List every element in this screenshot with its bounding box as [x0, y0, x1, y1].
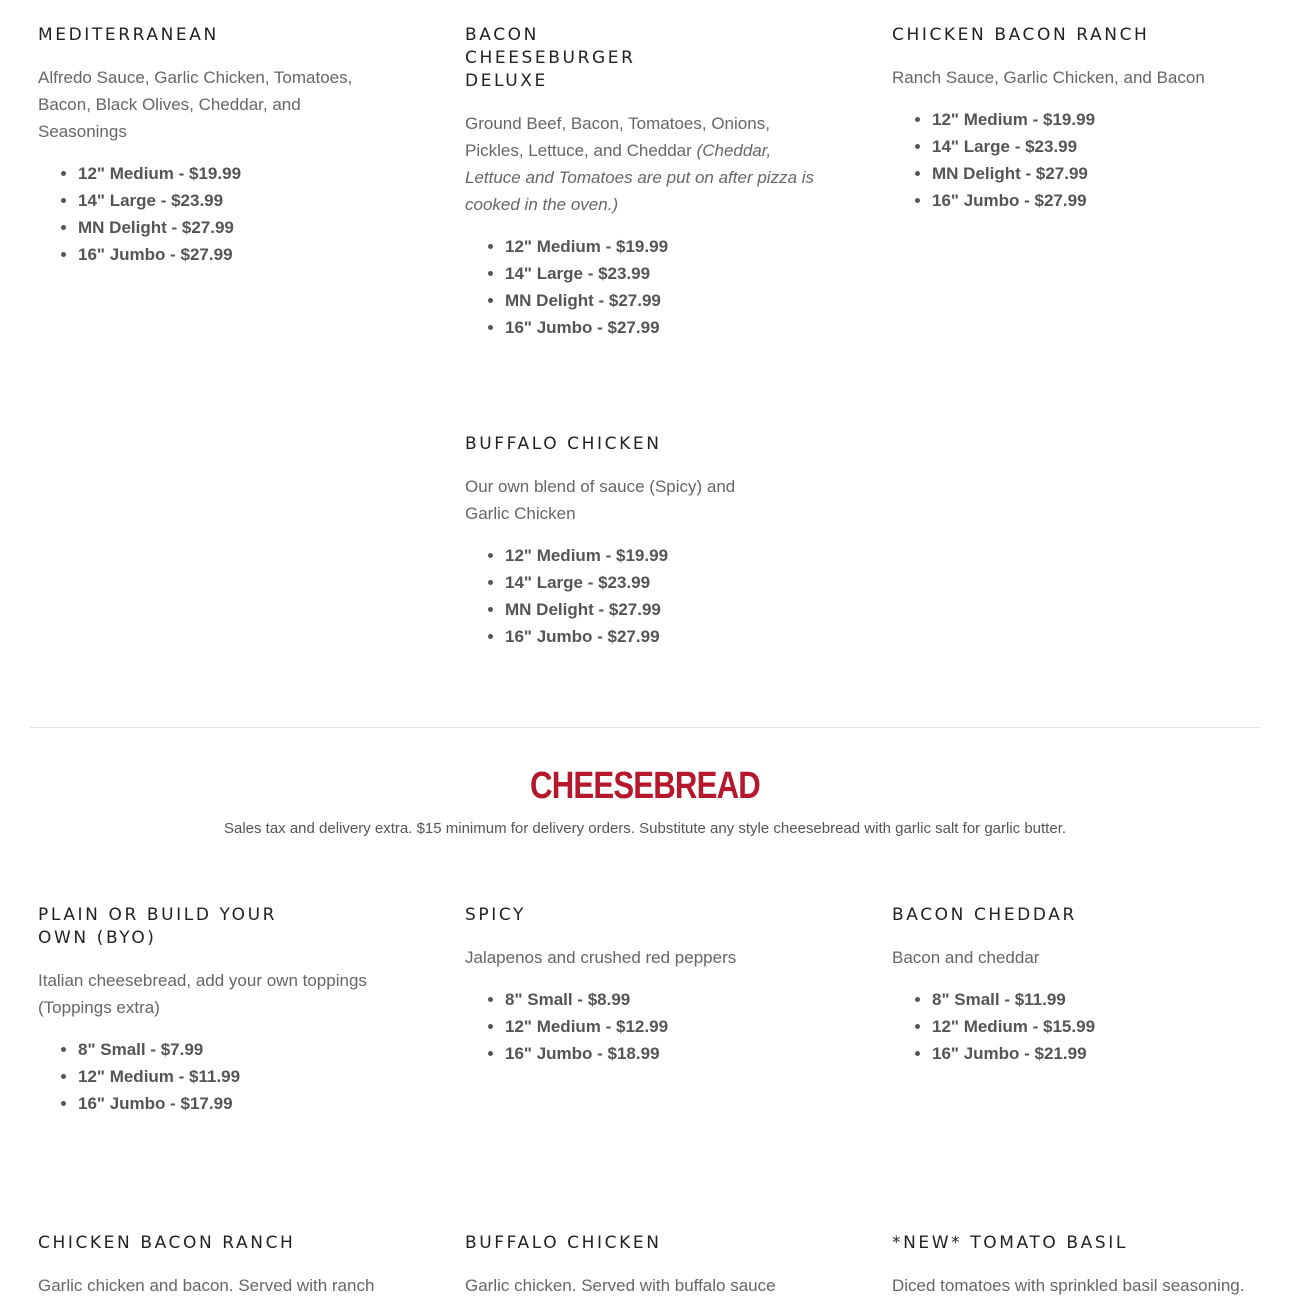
price-option: • 8" Small - $8.99 [505, 986, 825, 1013]
price-option: • 16" Jumbo - $21.99 [932, 1040, 1252, 1067]
price-option: • 16" Jumbo - $27.99 [505, 623, 825, 650]
item-description-text: Ground Beef, Bacon, Tomatoes, Onions, Pickles, Lettuce, and Cheddar [465, 114, 770, 160]
item-description: Garlic chicken. Served with buffalo sauce [465, 1276, 776, 1295]
item-title: SPICY [465, 905, 527, 925]
item-title: BUFFALO CHICKEN [465, 434, 662, 454]
price-option: • 14" Large - $23.99 [932, 133, 1252, 160]
price-option: • 14" Large - $23.99 [505, 260, 825, 287]
item-description [465, 110, 825, 218]
price-option: • 14" Large - $23.99 [505, 569, 825, 596]
price-list [892, 986, 1252, 1067]
price-list [465, 986, 825, 1067]
price-option: • 16" Jumbo - $18.99 [505, 1040, 825, 1067]
price-option: • 12" Medium - $12.99 [505, 1013, 825, 1040]
price-list [892, 106, 1252, 214]
item-title: BACON CHEESEBURGER DELUXE [465, 25, 636, 91]
item-title: BUFFALO CHICKEN [465, 1233, 662, 1253]
item-description: Diced tomatoes with sprinkled basil seasoning. [892, 1276, 1245, 1295]
item-title: PLAIN OR BUILD YOUR OWN (BYO) [38, 905, 278, 948]
price-option: • 12" Medium - $19.99 [505, 542, 825, 569]
price-option: • 8" Small - $11.99 [932, 986, 1252, 1013]
price-list [465, 542, 825, 650]
price-option: • 16" Jumbo - $27.99 [932, 187, 1252, 214]
item-description: Garlic chicken and bacon. Served with ranch [38, 1276, 375, 1295]
price-list [465, 233, 825, 341]
item-title: CHICKEN BACON RANCH [38, 1233, 296, 1253]
price-option: • MN Delight - $27.99 [505, 287, 825, 314]
menu-item-bacon-cheddar [892, 904, 1252, 1067]
menu-item-buffalo-chicken [465, 433, 825, 650]
price-option: • 12" Medium - $19.99 [505, 233, 825, 260]
price-option: • MN Delight - $27.99 [932, 160, 1252, 187]
item-description: Italian cheesebread, add your own toppings (Toppings extra) [38, 971, 367, 1017]
item-title: CHICKEN BACON RANCH [892, 25, 1150, 45]
price-option: • MN Delight - $27.99 [505, 596, 825, 623]
price-option: • 12" Medium - $11.99 [78, 1063, 398, 1090]
menu-item-plain-byo [38, 904, 398, 1117]
price-option: • 12" Medium - $19.99 [932, 106, 1252, 133]
price-option: • 12" Medium - $15.99 [932, 1013, 1252, 1040]
item-description: Our own blend of sauce (Spicy) and Garlic Chicken [465, 477, 736, 523]
item-description: Bacon and cheddar [892, 948, 1040, 967]
price-option: • 16" Jumbo - $27.99 [78, 241, 398, 268]
price-option: • 16" Jumbo - $27.99 [505, 314, 825, 341]
menu-item-cb-buffalo-chicken [465, 1232, 825, 1299]
section-title-cheesebread: CHEESEBREAD [530, 765, 760, 807]
menu-item-tomato-basil [892, 1232, 1252, 1299]
menu-item-bacon-cheeseburger-deluxe [465, 24, 825, 341]
menu-item-chicken-bacon-ranch [892, 24, 1252, 214]
price-option: • 8" Small - $7.99 [78, 1036, 398, 1063]
menu-item-spicy [465, 904, 825, 1067]
item-title: *NEW* TOMATO BASIL [892, 1233, 1128, 1253]
item-description: Jalapenos and crushed red peppers [465, 948, 737, 967]
price-list [38, 160, 398, 268]
item-title: BACON CHEDDAR [892, 905, 1077, 925]
item-description-note: (Cheddar, Lettuce and Tomatoes are put on after pizza is cooked in the oven.) [465, 141, 815, 214]
price-option: • MN Delight - $27.99 [78, 214, 398, 241]
menu-item-cb-chicken-bacon-ranch [38, 1232, 398, 1299]
item-title: MEDITERRANEAN [38, 25, 219, 45]
item-description: Alfredo Sauce, Garlic Chicken, Tomatoes, Bacon, Black Olives, Cheddar, and Seasonings [38, 68, 353, 141]
menu-item-mediterranean [38, 24, 398, 268]
price-list [38, 1036, 398, 1117]
price-option: • 12" Medium - $19.99 [78, 160, 398, 187]
price-option: • 14" Large - $23.99 [78, 187, 398, 214]
section-divider [30, 727, 1260, 728]
price-option: • 16" Jumbo - $17.99 [78, 1090, 398, 1117]
item-description: Ranch Sauce, Garlic Chicken, and Bacon [892, 68, 1205, 87]
section-note: Sales tax and delivery extra. $15 minimum for delivery orders. Substitute any style cheesebread with garlic salt for garlic butter. [223, 820, 1067, 837]
